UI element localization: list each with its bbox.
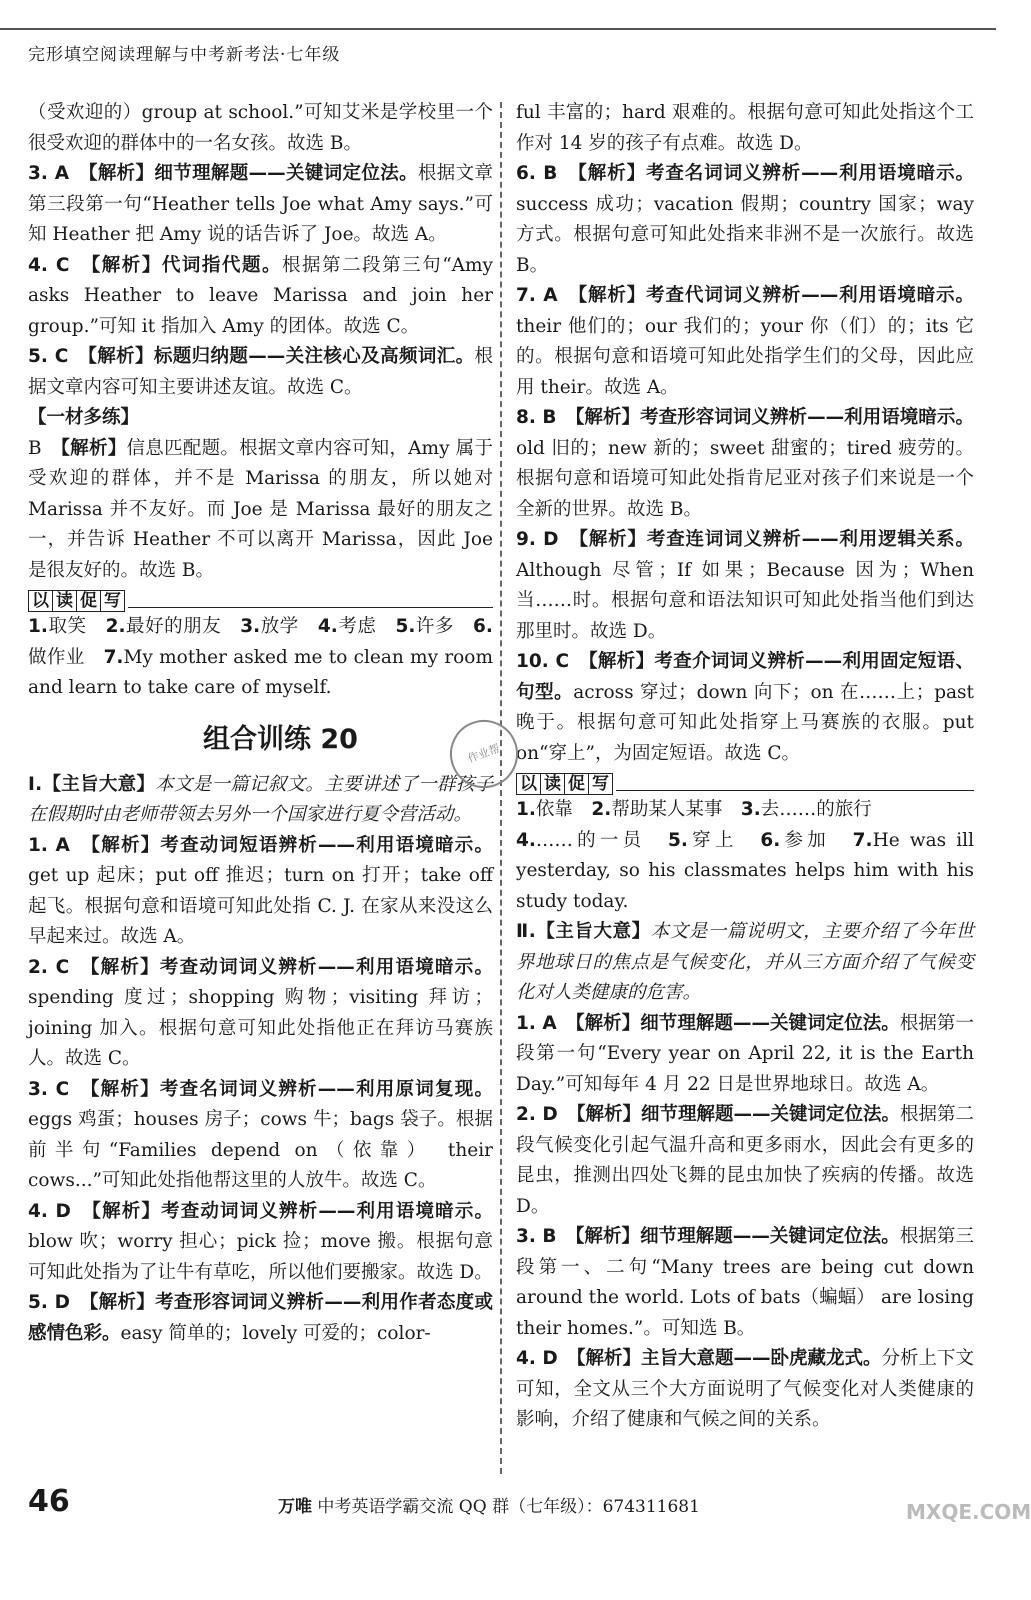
text-run: 去……的旅行 <box>760 799 872 820</box>
text-run: 3. C <box>28 1078 70 1100</box>
text-run: 7. <box>852 829 873 851</box>
answer-paragraph <box>516 917 974 1009</box>
section-tag-read-write <box>516 769 974 795</box>
text-run: 5. D <box>28 1292 71 1313</box>
text-run: 本文是一篇记叙文。主要讲述了一群孩子在假期时由老师带领去另外一个国家进行夏令营活动。 <box>28 773 493 825</box>
text-run: 4. D <box>516 1348 558 1369</box>
text-run: Ⅱ.【主旨大意】 <box>516 921 651 942</box>
right-column <box>516 98 974 1436</box>
text-run: 根据第二段气候变化引起气温升高和更多雨水，因此会有更多的昆虫，推测出四处飞舞的昆虫加快了疾病的传播。故选 D。 <box>516 1104 974 1217</box>
text-run: 【解析】细节理解题——关键词定位法。 <box>69 163 418 184</box>
text-run: 【解析】考查名词词义辨析——利用语境暗示。 <box>557 163 974 184</box>
text-run: get up 起床；put off 推迟；turn on 打开；take off 起飞。根据句意和语境可知此处指 C. J. 在家从来没这么早起来过。故选 A。 <box>28 865 493 947</box>
text-run: across 穿过；down 向下；on 在……上；past 晚于。根据句意可知此处指穿上马赛族的衣服。put on“穿上”，为固定短语。故选 C。 <box>516 681 974 764</box>
text-run: 5. <box>395 616 416 637</box>
text-run: 【解析】考查介词词义辨析——利用固定短语、句型。 <box>516 651 974 703</box>
text-run: easy 简单的；lovely 可爱的；color- <box>120 1322 431 1344</box>
text-run: B <box>28 437 61 459</box>
text-run: 5. C <box>28 346 69 367</box>
answer-paragraph <box>28 403 493 434</box>
page-header: 完形填空阅读理解与中考新考法·七年级 <box>28 45 341 65</box>
text-run: 1. <box>28 616 48 637</box>
text-run: Ⅰ.【主旨大意】 <box>28 773 156 795</box>
answer-paragraph <box>516 795 974 826</box>
text-run: 4. C <box>28 254 70 276</box>
text-run: 做作业 <box>28 646 104 668</box>
text-run: 根据文章第三段第一句“Heather tells Joe what Amy says.”可知 Heather 把 Amy 说的话告诉了 Joe。故选 A。 <box>28 163 493 245</box>
text-run: 1. A <box>28 834 70 856</box>
answer-paragraph <box>516 159 974 281</box>
text-run: 【解析】代词指代题。 <box>69 254 282 276</box>
text-run: 【解析】主旨大意题——卧虎藏龙式。 <box>557 1348 882 1369</box>
text-run: eggs 鸡蛋；houses 房子；cows 牛；bags 袋子。根据前半句“Families depend on（依靠） their cows...”可知此处指他帮这里的人放牛。故选 C。 <box>28 1109 493 1191</box>
text-run: 【解析】考查形容词词义辨析——利用作者态度或感情色彩。 <box>28 1292 493 1344</box>
answer-paragraph <box>28 1197 493 1289</box>
text-run: 【解析】考查代词词义辨析——利用语境暗示。 <box>557 285 974 306</box>
answer-paragraph <box>516 1344 974 1436</box>
text-run: 根据第三段第一、二句“Many trees are being cut down around the world. Lots of bats（蝙蝠） are losing their homes.”。可知选 B。 <box>516 1226 974 1339</box>
answer-paragraph <box>28 831 493 953</box>
text-run: 放学 <box>260 616 318 637</box>
tag-char: 写 <box>100 590 125 612</box>
answer-paragraph <box>28 434 493 587</box>
text-run: （受欢迎的）group at school.”可知艾米是学校里一个很受欢迎的群体中的一名女孩。故选 B。 <box>28 102 493 154</box>
answer-paragraph <box>28 98 493 159</box>
text-run: 2. D <box>516 1104 558 1125</box>
answer-paragraph <box>516 826 974 918</box>
text-run: 【解析】考查动词词义辨析——利用语境暗示。 <box>69 956 493 978</box>
text-run: 1. <box>516 799 536 820</box>
text-run: 帮助某人某事 <box>611 799 741 820</box>
tag-char: 促 <box>564 773 589 795</box>
text-run: 5. <box>668 829 688 851</box>
tag-char: 促 <box>76 590 101 612</box>
text-run: ful 丰富的；hard 艰难的。根据句意可知此处指这个工作对 14 岁的孩子有点难。故选 D。 <box>516 102 974 154</box>
text-run: 【解析】标题归纳题——关注核心及高频词汇。 <box>68 346 475 367</box>
text-run: 10. C <box>516 651 570 672</box>
footer-text <box>278 1492 700 1517</box>
section-tag-read-write <box>28 586 493 612</box>
answer-paragraph <box>28 770 493 831</box>
text-run: 考虑 <box>337 616 396 637</box>
text-run: 最好的朋友 <box>125 616 241 637</box>
text-run: blow 吹；worry 担心；pick 捡；move 搬。根据句意可知此处指为了让牛有草吃，所以他们要搬家。故选 D。 <box>28 1231 493 1283</box>
tag-char: 读 <box>540 773 565 795</box>
answer-paragraph <box>516 1009 974 1101</box>
text-run: their 他们的；our 我们的；your 你（们）的；its 它的。根据句意和语境可知此处指学生们的父母，因此应用 their。故选 A。 <box>516 315 974 398</box>
text-run: 4. <box>516 829 536 851</box>
text-run: 分析上下文可知，全文从三个大方面说明了气候变化对人类健康的影响，介绍了健康和气候之间的关系。 <box>516 1348 974 1430</box>
page-number: 46 <box>28 1484 70 1519</box>
text-run: 7. A <box>516 285 558 306</box>
text-run: 信息匹配题。根据文章内容可知，Amy 属于受欢迎的群体，并不是 Marissa 的朋友，所以她对 Marissa 并不友好。而 Joe 是 Marissa 最好的朋友之一，并告诉 Heather 不可以离开 Marissa，因此 Joe 是很友好的。故选 B。 <box>28 437 493 581</box>
left-column <box>28 98 493 1349</box>
text-run: success 成功；vacation 假期；country 国家；way 方式。根据句意可知此处指来非洲不是一次旅行。故选 B。 <box>516 193 974 276</box>
text-run: He was ill yesterday, so his classmates helps him with his study today. <box>516 829 974 912</box>
answer-paragraph <box>28 1288 493 1349</box>
text-run: 8. B <box>516 407 557 428</box>
answer-paragraph <box>516 281 974 403</box>
text-run: 【解析】考查形容词词义辨析——利用语境暗示。 <box>556 407 974 428</box>
answer-paragraph <box>516 403 974 525</box>
text-run: 取笑 <box>47 616 106 637</box>
text-run: 9. D <box>516 529 559 550</box>
text-run: 7. <box>103 646 124 668</box>
answer-paragraph <box>28 1075 493 1197</box>
text-run: 【解析】细节理解题——关键词定位法。 <box>556 1226 900 1247</box>
text-run: 4. D <box>28 1200 71 1222</box>
text-run: 1. A <box>516 1012 557 1034</box>
answer-paragraph <box>516 525 974 647</box>
text-run: 穿上 <box>687 829 761 851</box>
answer-paragraph <box>516 647 974 769</box>
text-run: Although 尽管；If 如果；Because 因为；When 当……时。根据句意和语法知识可知此处指当他们到达那里时。故选 D。 <box>516 559 974 642</box>
section-title: 组合训练 20 <box>203 723 358 755</box>
text-run: My mother asked me to clean my room and learn to take care of myself. <box>28 646 493 698</box>
site-watermark: MXQE.COM <box>906 1500 1031 1524</box>
tag-char: 写 <box>588 773 613 795</box>
text-run: old 旧的；new 新的；sweet 甜蜜的；tired 疲劳的。根据句意和语境可知此处指肯尼亚对孩子们来说是一个全新的世界。故选 B。 <box>516 437 974 520</box>
text-run: 【解析】细节理解题——关键词定位法。 <box>557 1104 900 1125</box>
text-run: 【解析】考查动词短语辨析——利用语境暗示。 <box>69 834 493 856</box>
answer-paragraph <box>516 1222 974 1344</box>
text-run: 根据文章内容可知主要讲述友谊。故选 C。 <box>28 346 493 398</box>
top-edge-bar <box>0 0 996 30</box>
text-run: 【一材多练】 <box>28 407 140 428</box>
text-run: 【解析】考查名词词义辨析——利用原词复现。 <box>69 1078 493 1100</box>
text-run: 2. <box>105 616 126 637</box>
text-run: 许多 <box>415 616 474 637</box>
text-run: 6. <box>473 616 493 637</box>
footer-qq-text: 中考英语学霸交流 QQ 群（七年级）：674311681 <box>317 1497 700 1517</box>
text-run: 依靠 <box>535 799 592 820</box>
tag-char: 以 <box>516 773 541 795</box>
answer-paragraph <box>28 251 493 343</box>
tag-char: 读 <box>52 590 77 612</box>
text-run: 6. B <box>516 163 558 184</box>
text-run: 2. C <box>28 956 70 978</box>
page-footer <box>28 1484 968 1524</box>
text-run: 【解析】考查动词词义辨析——利用语境暗示。 <box>70 1200 493 1222</box>
text-run: spending 度过；shopping 购物；visiting 拜访；joining 加入。根据句意可知此处指他正在拜访马赛族人。故选 C。 <box>28 987 493 1069</box>
answer-paragraph <box>28 953 493 1075</box>
answer-paragraph <box>28 612 493 704</box>
text-run: 根据第二段第三句“Amy asks Heather to leave Marissa and join her group.”可知 it 指加入 Amy 的团体。故选 C。 <box>28 254 494 337</box>
answer-paragraph <box>28 342 493 403</box>
text-run: 4. <box>317 616 338 637</box>
text-run: 【解析】细节理解题——关键词定位法。 <box>556 1012 900 1034</box>
text-run: 本文是一篇说明文，主要介绍了今年世界地球日的焦点是气候变化，并从三方面介绍了气候变化对人类健康的危害。 <box>516 921 974 1003</box>
text-run: 根据第一段第一句“Every year on April 22, it is the Earth Day.”可知每年 4 月 22 日是世界地球日。故选 A。 <box>516 1012 974 1095</box>
answer-paragraph <box>28 159 493 251</box>
text-run: 3. B <box>516 1226 557 1247</box>
answer-paragraph <box>516 98 974 159</box>
text-run: ……的一员 <box>535 829 669 851</box>
tag-char: 以 <box>28 590 53 612</box>
homework-stamp: 作业帮 <box>440 710 527 797</box>
text-run: 【解析】 <box>60 437 127 459</box>
answer-paragraph <box>516 1100 974 1222</box>
text-run: 【解析】考查连词词义辨析——利用逻辑关系。 <box>558 529 974 550</box>
text-run: 3. <box>740 799 761 820</box>
text-run: 3. A <box>28 163 70 184</box>
footer-brand: 万唯 <box>278 1497 312 1517</box>
text-run: 参加 <box>780 829 853 851</box>
text-run: 6. <box>760 829 781 851</box>
column-divider <box>500 102 502 1474</box>
text-run: 3. <box>240 616 261 637</box>
text-run: 2. <box>591 799 612 820</box>
